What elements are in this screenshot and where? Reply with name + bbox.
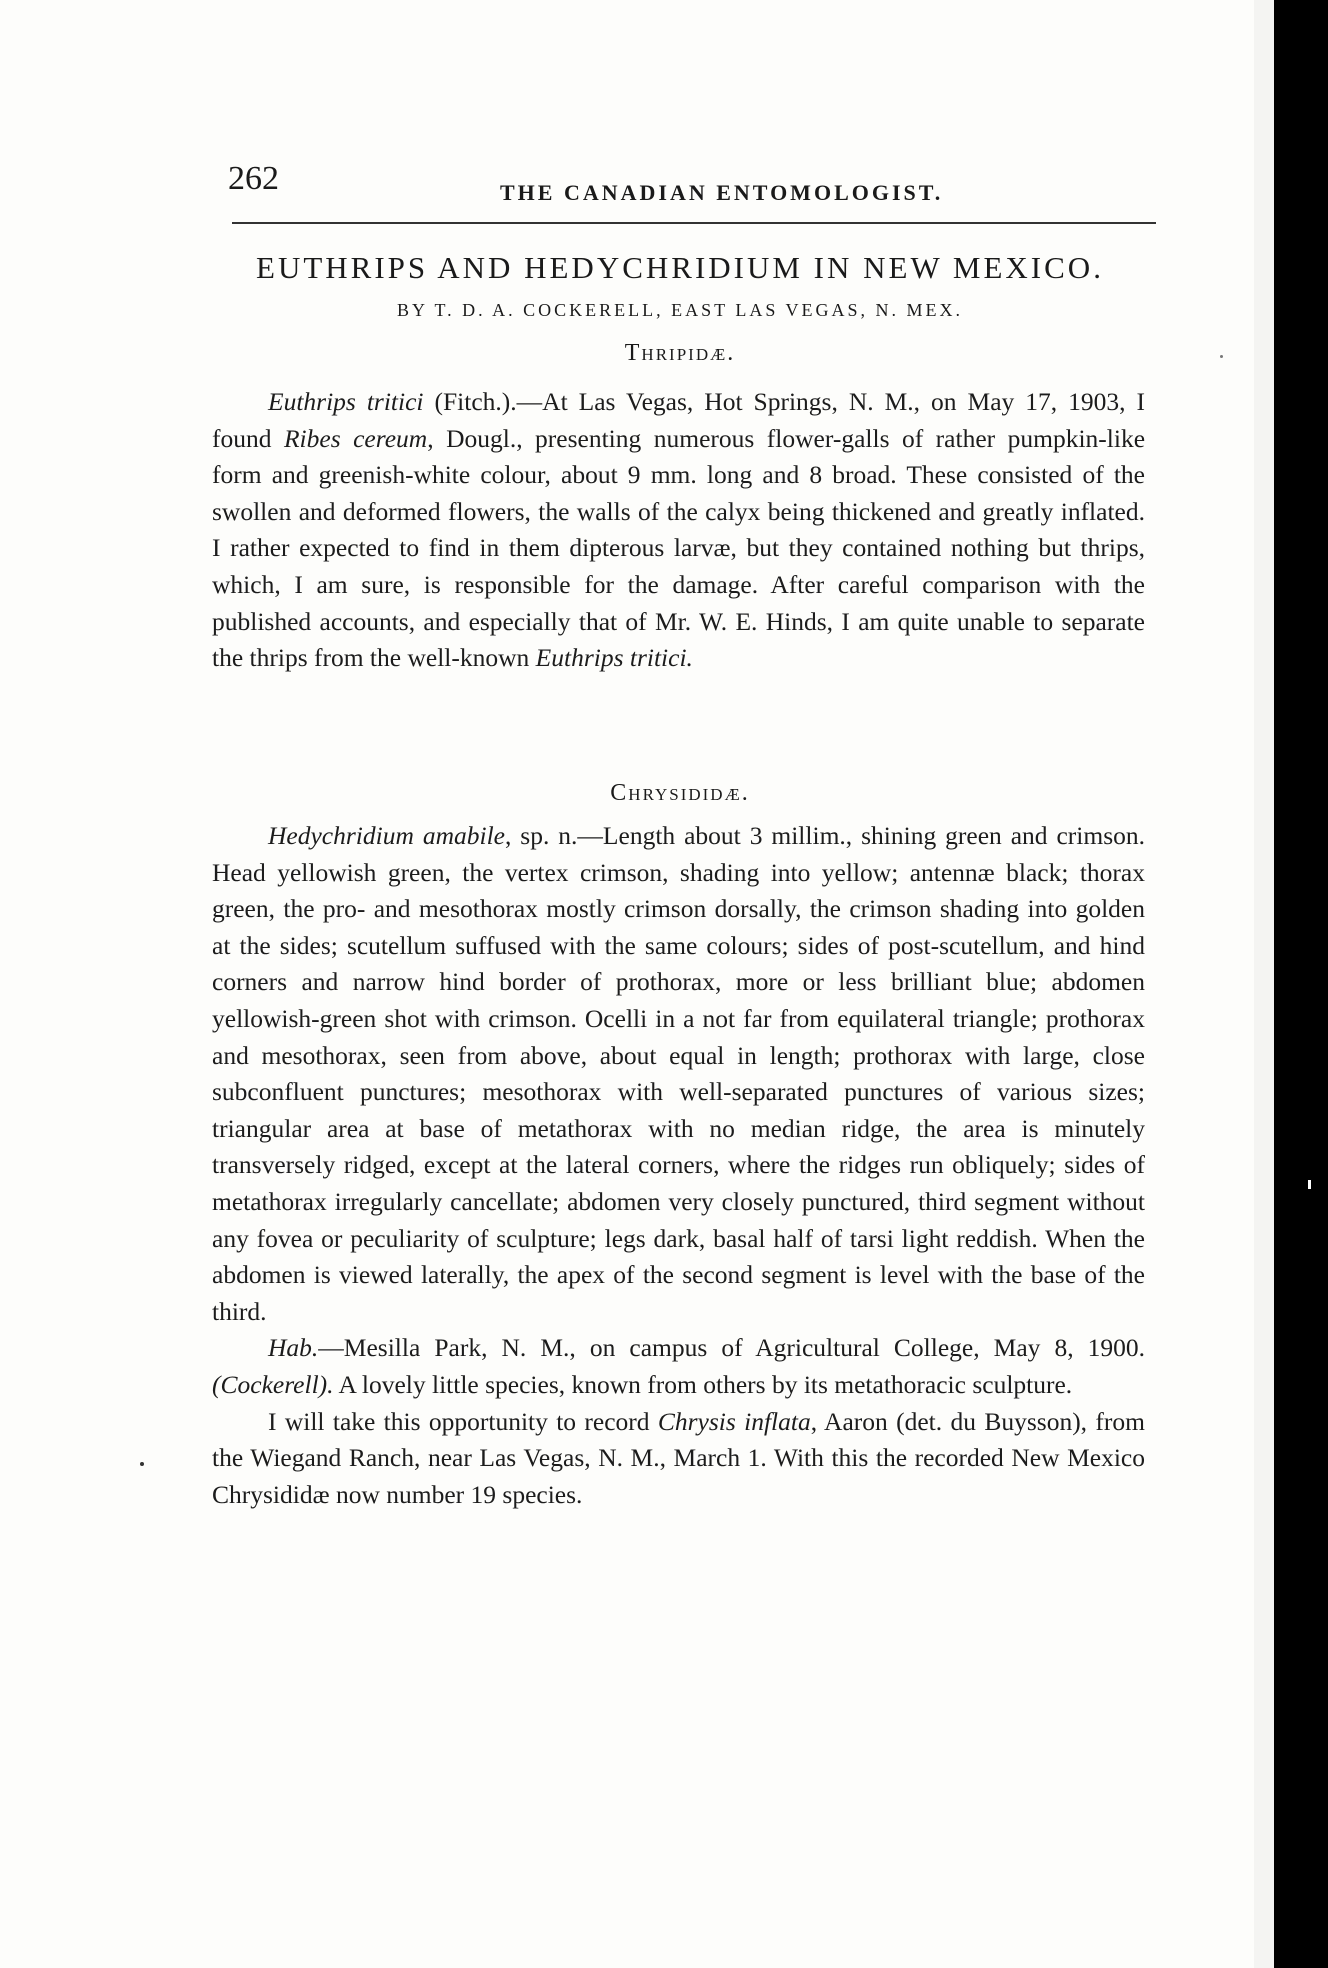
- paragraph-text: A lovely little species, known from others by its metathoracic sculpture.: [333, 1369, 1073, 1399]
- scan-speck: [140, 1462, 144, 1466]
- article-title: EUTHRIPS AND HEDYCHRIDIUM IN NEW MEXICO.: [256, 250, 1104, 285]
- section-heading-chrysididae: Chrysididæ.: [610, 780, 750, 806]
- header-rule: [232, 222, 1156, 224]
- collector-name: (Cockerell).: [212, 1369, 334, 1399]
- paragraph-text: , sp. n.—Length about 3 millim., shining green and crimson. Head yellowish green, the vertex crimson, shading into yellow; antennæ black; thorax green, the pro- and mesothorax mostly crimson dorsally, the crimson shading into golden at the sides; scutellum suffused with the same colours; sides of post-scutellum, and hind corners and narrow hind border of prothorax, more or less brilliant blue; abdomen yellowish-green shot with crimson. Ocelli in a not far from equilateral triangle; prothorax and mesothorax, seen from above, about equal in length; prothorax with large, close subconfluent punctures; mesothorax with well-separated punctures of various sizes; triangular area at base of metathorax with no median ridge, the area is minutely transversely ridged, except at the lateral corners, where the ridges run obliquely; sides of metathorax irregularly cancellate; abdomen very closely punctured, third segment without any fovea or peculiarity of sculpture; legs dark, basal half of tarsi light reddish. When the abdomen is viewed laterally, the apex of the second segment is level with the base of the third.: [212, 821, 1145, 1326]
- scan-speck: [1220, 355, 1223, 358]
- paragraph-text: I will take this opportunity to record: [268, 1406, 658, 1436]
- page-edge: [1254, 0, 1274, 1968]
- hab-label: Hab.: [268, 1333, 319, 1363]
- paragraph-hedychridium: [212, 818, 1145, 1330]
- paragraph-text: , Aaron (det. du Buysson), from the Wiegand Ranch, near Las Vegas, N. M., March 1. With this the recorded New Mexico Chrysididæ now number 19 species.: [212, 1406, 1145, 1509]
- section-heading-thripidae: Thripidæ.: [624, 340, 736, 366]
- article-byline: BY T. D. A. COCKERELL, EAST LAS VEGAS, N. MEX.: [396, 300, 964, 320]
- paragraph-text: , Dougl., presenting numerous flower-galls of rather pumpkin-like form and greenish-white colour, about 9 mm. long and 8 broad. These consisted of the swollen and deformed flowers, the walls of the calyx being thickened and greatly inflated. I rather expected to find in them dipterous larvæ, but they contained nothing but thrips, which, I am sure, is responsible for the damage. After careful comparison with the published accounts, and especially that of Mr. W. E. Hinds, I am quite unable to separate the thrips from the well-known: [212, 423, 1146, 673]
- paragraph-chrysis-inflata: [212, 1404, 1145, 1514]
- section-chrysididae-body: [212, 818, 1145, 1513]
- species-name: Euthrips tritici: [268, 387, 424, 416]
- scan-speck: [1308, 1180, 1311, 1189]
- species-name: Chrysis inflata: [657, 1406, 811, 1436]
- species-name: Hedychridium amabile: [268, 821, 505, 850]
- paragraph-habitat: [212, 1330, 1145, 1403]
- host-plant-name: Ribes cereum: [283, 423, 428, 453]
- species-name: Euthrips tritici.: [535, 643, 693, 673]
- paragraph-text: (Fitch.).—At Las Vegas, Hot Springs, N. M., on May 17, 1903, I found: [212, 387, 1145, 453]
- paragraph-euthrips: [212, 384, 1145, 677]
- paragraph-text: —Mesilla Park, N. M., on campus of Agricultural College, May 8, 1900.: [318, 1333, 1145, 1363]
- section-thripidae-body: [212, 384, 1145, 677]
- running-head: THE CANADIAN ENTOMOLOGIST.: [500, 180, 944, 205]
- page-number: 262: [228, 160, 279, 197]
